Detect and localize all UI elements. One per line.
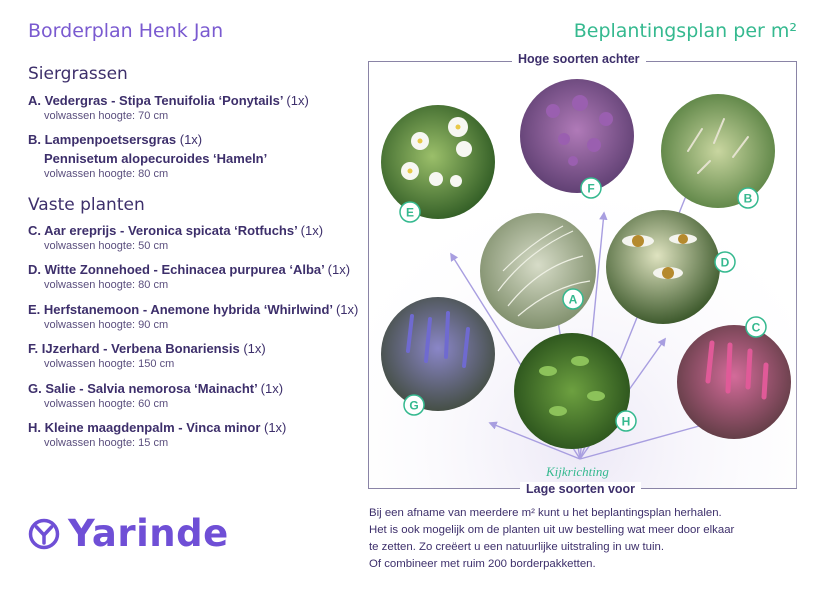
badge-e-label: E [405, 205, 415, 220]
badge-f [581, 178, 601, 198]
plant-photo-a [480, 213, 596, 329]
plant-count: (1x) [243, 341, 266, 356]
plant-name: G. Salie - Salvia nemorosa ‘Mainacht’ [28, 381, 258, 396]
plant-name-line2: Pennisetum alopecuroides ‘Hameln’ [44, 151, 268, 166]
plant-photo-h [514, 333, 630, 449]
badge-f-label: F [587, 181, 595, 196]
badge-h-label: H [621, 414, 631, 429]
badge-b-label: B [743, 191, 753, 206]
plant-height: volwassen hoogte: 80 cm [44, 279, 169, 291]
plant-item-c [28, 223, 373, 252]
badge-g [404, 395, 424, 415]
plant-height: volwassen hoogte: 15 cm [44, 437, 169, 449]
plant-item-f [28, 341, 373, 370]
plant-item-d [28, 262, 373, 291]
plant-name: D. Witte Zonnehoed - Echinacea purpurea ‘Alba’ [28, 262, 325, 277]
plant-photo-d [606, 210, 720, 324]
badge-e [400, 202, 420, 222]
badge-a-label: A [568, 292, 578, 307]
description-line: Of combineer met ruim 200 borderpakketten. [369, 558, 596, 570]
plant-name: H. Kleine maagdenpalm - Vinca minor [28, 420, 261, 435]
badge-g-label: G [409, 398, 419, 413]
badge-c [746, 317, 766, 337]
plant-height: volwassen hoogte: 60 cm [44, 398, 169, 410]
plant-name: C. Aar ereprijs - Veronica spicata ‘Rotfuchs’ [28, 223, 298, 238]
plant-item-b [28, 132, 373, 180]
section-heading-perennials: Vaste planten [28, 195, 145, 215]
plant-photo-e [381, 105, 495, 219]
plan-title: Beplantingsplan per m² [573, 20, 797, 42]
plant-count: (1x) [327, 262, 351, 277]
plant-photo-c [677, 325, 791, 439]
plant-name: F. IJzerhard - Verbena Bonariensis [28, 341, 240, 356]
plant-name: E. Herfstanemoon - Anemone hybrida ‘Whirlwind’ [28, 302, 333, 317]
plant-height: volwassen hoogte: 70 cm [44, 110, 169, 122]
plant-height: volwassen hoogte: 80 cm [44, 168, 169, 180]
plant-count: (1x) [300, 223, 324, 238]
section-heading-grasses: Siergrassen [28, 64, 128, 84]
description-text [369, 505, 799, 573]
yarinde-logo-icon [28, 518, 60, 550]
plant-height: volwassen hoogte: 90 cm [44, 319, 169, 331]
plan-label-bottom: Lage soorten voor [520, 482, 641, 496]
badge-d-label: D [720, 255, 730, 270]
plant-item-e [28, 302, 373, 331]
plant-photo-g [381, 297, 495, 411]
viewing-direction-label: Kijkrichting [546, 464, 609, 479]
plant-count: (1x) [264, 420, 287, 435]
page-title: Borderplan Henk Jan [28, 20, 224, 42]
plant-name: A. Vedergras - Stipa Tenuifolia ‘Ponytails’ [28, 93, 283, 108]
badge-b [738, 188, 758, 208]
plant-height: volwassen hoogte: 50 cm [44, 240, 169, 252]
plant-photo-b [661, 94, 775, 208]
planting-plan-diagram [368, 61, 798, 491]
plant-item-g [28, 381, 373, 410]
plant-name: B. Lampenpoetsersgras [28, 132, 177, 147]
plant-count: (1x) [179, 132, 203, 147]
badge-h [616, 411, 636, 431]
description-line: Het is ook mogelijk om de planten uit uw bestelling wat meer door elkaar [369, 524, 735, 536]
plant-item-a [28, 93, 373, 122]
description-line: te zetten. Zo creëert u een natuurlijke uitstraling in uw tuin. [369, 541, 665, 553]
description-line: Bij een afname van meerdere m² kunt u het beplantingsplan herhalen. [369, 507, 722, 519]
plant-photo-f [520, 79, 634, 193]
badge-c-label: C [751, 320, 761, 335]
badge-d [715, 252, 735, 272]
plant-height: volwassen hoogte: 150 cm [44, 358, 175, 370]
plan-label-top: Hoge soorten achter [512, 52, 646, 66]
badge-a [563, 289, 583, 309]
brand-name: Yarinde [68, 512, 229, 555]
plant-count: (1x) [286, 93, 309, 108]
plant-item-h [28, 420, 373, 449]
brand-logo[interactable] [28, 512, 229, 555]
plant-count: (1x) [260, 381, 284, 396]
plant-count: (1x) [335, 302, 359, 317]
